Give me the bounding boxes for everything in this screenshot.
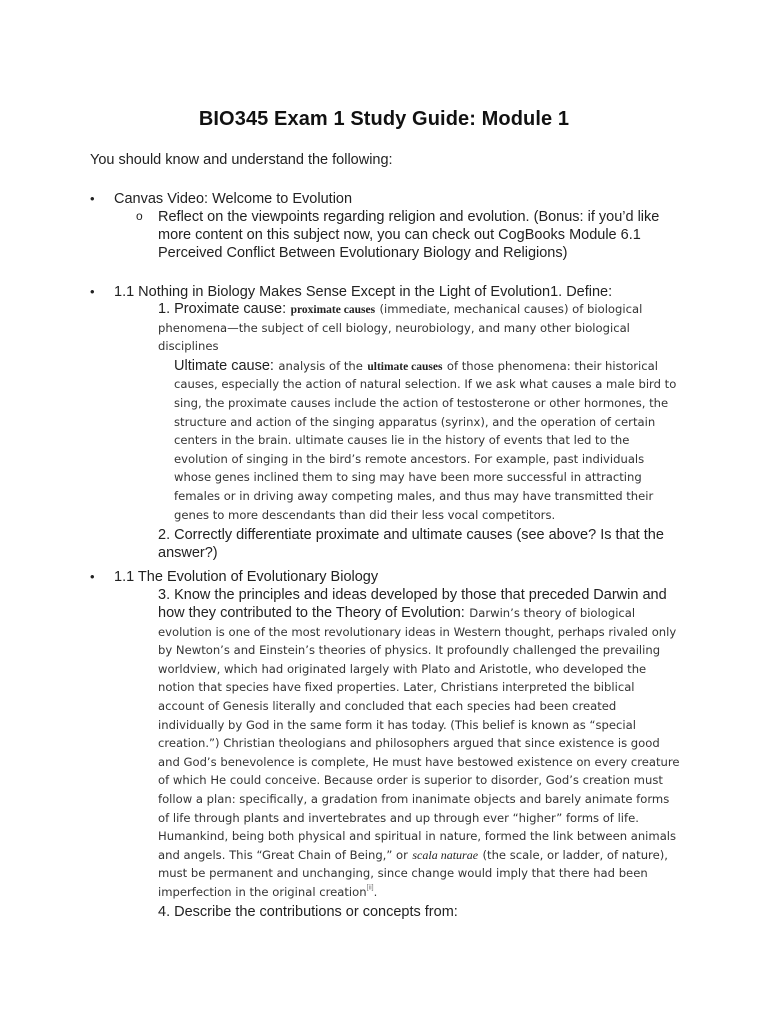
term-ultimate-causes: ultimate causes (367, 360, 443, 373)
question-label: Ultimate cause: (174, 357, 274, 374)
term-scala-naturae: scala naturae (412, 847, 479, 862)
question-label: 1. Proximate cause: (158, 301, 287, 317)
sub-bullet-marker: o (136, 209, 143, 223)
definition-text: (immediate, mechanical causes) of biological phenomena—the subject of cell biology, neurobiology, and many other biological disciplines (158, 302, 643, 354)
question-4: 4. Describe the contributions or concepts from: (158, 903, 458, 920)
question-block-causes (158, 300, 680, 562)
page-title: BIO345 Exam 1 Study Guide: Module 1 (198, 108, 570, 130)
question-2: 2. Correctly differentiate proximate and ultimate causes (see above? Is that the answer?) (158, 527, 664, 562)
answer-text: (the scale, or ladder, of nature), must be permanent and unchanging, since change would imply that there had been imperfection in the original creation (158, 847, 668, 899)
ultimate-cause-definition (158, 357, 680, 524)
reference-marker: [ii] (366, 884, 374, 892)
answer-text: Darwin’s theory of biological evolution is one of the most revolutionary ideas in Western thought, perhaps rivaled only by Newton’s and Einstein’s theories of physics. It profoundly challenged the prevailing worldview, which had originated largely with Plato and Aristotle, who developed the notion that species have fixed properties. Later, Christians interpreted the biblical account of Genesis literally and concluded that each species had been created individually by God in the same form it has today. (This belief is known as “special creation.”) Christian theologians and philosophers argued that since existence is good and God’s benevolence is complete, He must have bestowed existence on every creature of which He could conceive. Because order is superior to disorder, God’s creation must follow a plan: specifically, a gradation from inanimate objects and barely animate forms of life through plants and invertebrates and up through ever “higher” forms of life. Humankind, being both physical and spiritual in nature, formed the link between animals and angels. This “Great Chain of Being,” or (158, 606, 680, 862)
bullet-marker: • (90, 191, 95, 206)
intro-text: You should know and understand the following: (90, 152, 393, 168)
question-block-darwin (158, 586, 680, 921)
bullet-marker: • (90, 284, 95, 299)
term-proximate-causes: proximate causes (290, 304, 376, 316)
sub-list-item-text: Reflect on the viewpoints regarding religion and evolution. (Bonus: if you’d like more content on this subject now, you can check out CogBooks Module 6.1 Perceived Conflict Between Evolutionary Biology and Religions) (158, 209, 660, 261)
proximate-cause-definition (158, 300, 680, 356)
definition-text: of those phenomena: their historical causes, especially the action of natural selection. If we ask what causes a male bird to sing, the proximate causes include the action of testosterone or other hormones, the structure and action of the singing apparatus (syrinx), and the operation of certain centers in the brain. ultimate causes lie in the history of events that led to the evolution of singing in the bird’s remote ancestors. For example, past individuals whose genes inclined them to sing may have been more successful in attracting females or in driving away competing males, and thus may have transmitted their genes to more descendants than did their less vocal competitors. (174, 358, 677, 522)
list-item-text: 1.1 The Evolution of Evolutionary Biology (114, 569, 379, 585)
question-label: 3. Know the principles and ideas developed by those that preceded Darwin and how they contributed to the Theory of Evolution: (158, 587, 667, 621)
answer-end: . (373, 884, 378, 899)
list-item-text: 1.1 Nothing in Biology Makes Sense Except in the Light of Evolution1. Define: (114, 284, 613, 300)
question-3 (158, 586, 680, 902)
list-item-text: Canvas Video: Welcome to Evolution (114, 191, 353, 207)
definition-text: analysis of the (278, 358, 363, 373)
bullet-marker: • (90, 569, 95, 584)
